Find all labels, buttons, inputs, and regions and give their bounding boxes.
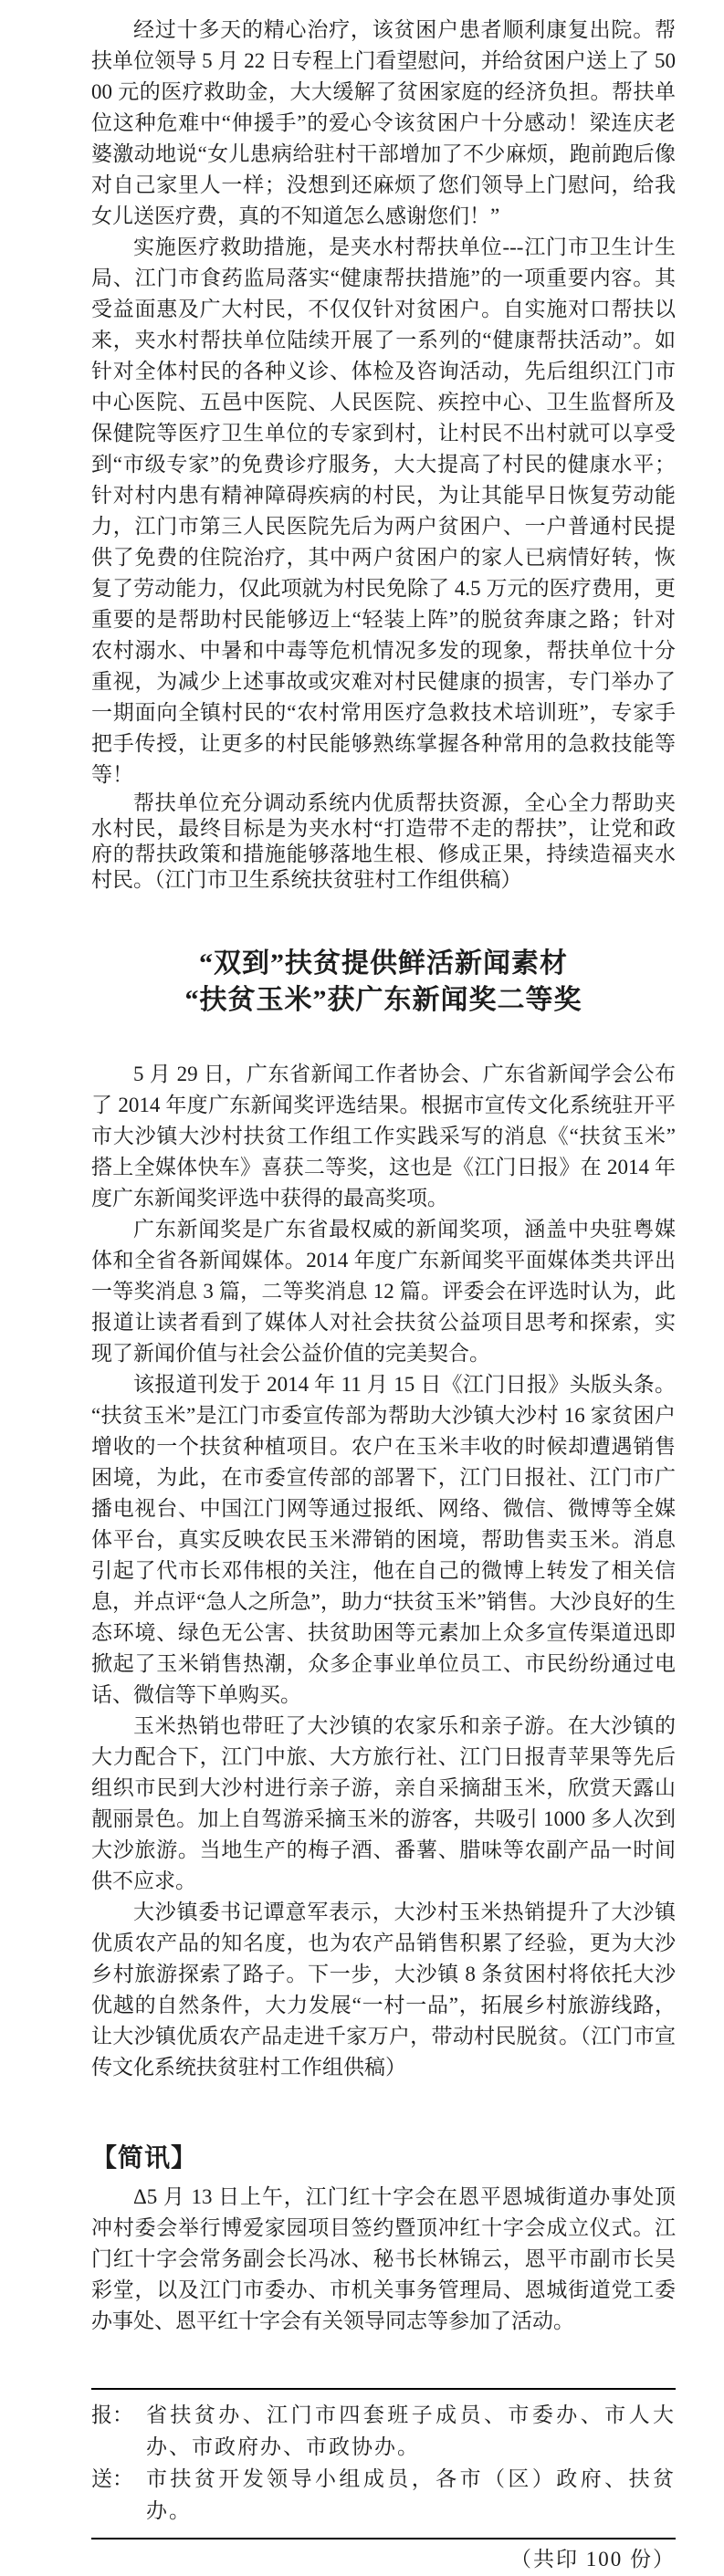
- paragraph-patient-recovery: 经过十多天的精心治疗，该贫困户患者顺利康复出院。帮扶单位领导 5 月 22 日专程上门看望慰问，并给贫困户送上了 5000 元的医疗救助金，大大缓解了贫困家庭的经济负担。帮扶单位这种危难中“伸援手”的爱心令该贫困户十分感动！梁连庆老婆激动地说“女儿患病给驻村干部增加了不少麻烦，跑前跑后像对自己家里人一样；没想到还麻烦了您们领导上门慰问，给我女儿送医疗费，真的不知道怎么感谢您们！”: [91, 18, 676, 227]
- report-to-row: [91, 2399, 676, 2463]
- briefs-section: [91, 2182, 676, 2337]
- paragraph-award-authority: 广东新闻奖是广东省最权威的新闻奖项，涵盖中央驻粤媒体和全省各新闻媒体。2014 年度广东新闻奖平面媒体类共评出一等奖消息 3 篇，二等奖消息 12 篇。评委会在评选时认为，此报道让读者看到了媒体人对社会扶贫公益项目思考和探索，实现了新闻价值与社会公益价值的完美契合。: [91, 1218, 676, 1365]
- send-to-label: 送：: [91, 2467, 133, 2490]
- brief-item-red-cross-ceremony: Δ5 月 13 日上午，江门红十字会在恩平恩城街道办事处顶冲村委会举行博爱家园项目签约暨顶冲红十字会成立仪式。江门红十字会常务副会长冯冰、秘书长林锦云，恩平市副市长吴彩堂，以及江门市委办、市机关事务管理局、恩城街道党工委办事处、恩平红十字会有关领导同志等参加了活动。: [91, 2185, 676, 2332]
- distribution-block: [91, 2388, 676, 2539]
- paragraph-news-award-announcement: 5 月 29 日，广东省新闻工作者协会、广东省新闻学会公布了 2014 年度广东新闻奖评选结果。根据市宣传文化系统驻开平市大沙镇大沙村扶贫工作组工作实践采写的消息《“扶贫玉米”搭上全媒体快车》喜获二等奖，这也是《江门日报》在 2014 年度广东新闻奖评选中获得的最高奖项。: [91, 1063, 676, 1209]
- article-title-line-2: “扶贫玉米”获广东新闻奖二等奖: [184, 985, 582, 1015]
- article-poverty-corn-section: [91, 1059, 676, 2083]
- article-health-assistance-section: [91, 15, 676, 893]
- article-title-line-1: “双到”扶贫提供鲜活新闻素材: [199, 948, 568, 979]
- send-to-row: [91, 2463, 676, 2527]
- print-count: （共印 100 份）: [510, 2548, 676, 2571]
- report-to-label: 报：: [91, 2403, 133, 2426]
- paragraph-secretary-statement-byline: 大沙镇委书记谭意军表示，大沙村玉米热销提升了大沙镇优质农产品的知名度，也为农产品销售积累了经验，更为大沙乡村旅游探索了路子。下一步，大沙镇 8 条贫困村将依托大沙优越的自然条件，大力发展“一村一品”，拓展乡村旅游线路，让大沙镇优质农产品走进千家万户，带动村民脱贫。（江门市宣传文化系统扶贫驻村工作组供稿）: [91, 1901, 676, 2079]
- send-to-recipients: 市扶贫开发领导小组成员，各市（区）政府、扶贫办。: [146, 2467, 676, 2522]
- paragraph-medical-assistance-measures: 实施医疗救助措施，是夹水村帮扶单位---江门市卫生计生局、江门市食药监局落实“健康帮扶措施”的一项重要内容。其受益面惠及广大村民，不仅仅针对贫困户。自实施对口帮扶以来，夹水村帮扶单位陆续开展了一系列的“健康帮扶活动”。如针对全体村民的各种义诊、体检及咨询活动，先后组织江门市中心医院、五邑中医院、人民医院、疾控中心、卫生监督所及保健院等医疗卫生单位的专家到村，让村民不出村就可以享受到“市级专家”的免费诊疗服务，大大提高了村民的健康水平；针对村内患有精神障碍疾病的村民，为让其能早日恢复劳动能力，江门市第三人民医院先后为两户贫困户、一户普通村民提供了免费的住院治疗，其中两户贫困户的家人已病情好转，恢复了劳动能力，仅此项就为村民免除了 4.5 万元的医疗费用，更重要的是帮助村民能够迈上“轻装上阵”的脱贫奔康之路；针对农村溺水、中暑和中毒等危机情况多发的现象，帮扶单位十分重视，为减少上述事故或灾难对村民健康的损害，专门举办了一期面向全镇村民的“农村常用医疗急救技术培训班”，专家手把手传授，让更多的村民能够熟练掌握各种常用的急救技能等等！: [91, 236, 676, 786]
- paragraph-assistance-goal-byline: 帮扶单位充分调动系统内优质帮扶资源，全心全力帮助夹水村民，最终目标是为夹水村“打造带不走的帮扶”，让党和政府的帮扶政策和措施能够落地生根、修成正果，持续造福夹水村民。（江门市卫生系统扶贫驻村工作组供稿）: [91, 791, 676, 891]
- paragraph-report-details: 该报道刊发于 2014 年 11 月 15 日《江门日报》头版头条。“扶贫玉米”是江门市委宣传部为帮助大沙镇大沙村 16 家贫困户增收的一个扶贫种植项目。农户在玉米丰收的时候却遭遇销售困境，为此，在市委宣传部的部署下，江门日报社、江门市广播电视台、中国江门网等通过报纸、网络、微信、微博等全媒体平台，真实反映农民玉米滞销的困境，帮助售卖玉米。消息引起了代市长邓伟根的关注，他在自己的微博上转发了相关信息，并点评“急人之所急”，助力“扶贫玉米”销售。大沙良好的生态环境、绿色无公害、扶贫助困等元素加上众多宣传渠道迅即掀起了玉米销售热潮，众多企事业单位员工、市民纷纷通过电话、微信等下单购买。: [91, 1373, 676, 1706]
- briefs-heading: 【简讯】: [91, 2143, 198, 2172]
- paragraph-corn-tourism: 玉米热销也带旺了大沙镇的农家乐和亲子游。在大沙镇的大力配合下，江门中旅、大方旅行社、江门日报青苹果等先后组织市民到大沙村进行亲子游，亲自采摘甜玉米，欣赏天露山靓丽景色。加上自驾游采摘玉米的游客，共吸引 1000 多人次到大沙旅游。当地生产的梅子酒、番薯、腊味等农副产品一时间供不应求。: [91, 1714, 676, 1892]
- distribution-footer: [91, 2388, 676, 2576]
- report-to-recipients: 省扶贫办、江门市四套班子成员、市委办、市人大办、市政府办、市政协办。: [146, 2403, 676, 2458]
- article-title: [91, 946, 676, 1019]
